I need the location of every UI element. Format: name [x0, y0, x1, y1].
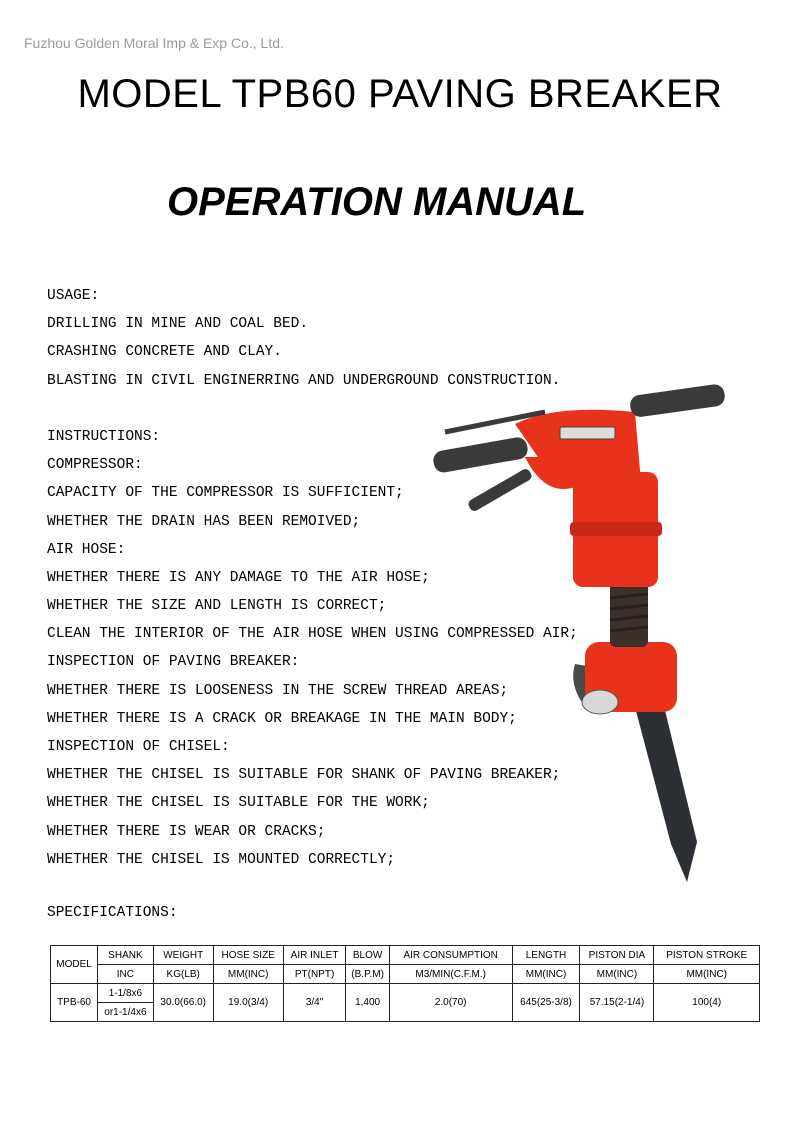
- air-hose-item: CLEAN THE INTERIOR OF THE AIR HOSE WHEN USING COMPRESSED AIR;: [47, 626, 578, 643]
- air-hose-item: WHETHER THERE IS ANY DAMAGE TO THE AIR HOSE;: [47, 569, 430, 586]
- unit-cell: MM(INC): [512, 965, 580, 984]
- air-hose-heading: AIR HOSE:: [47, 541, 126, 558]
- shank-cell: or1-1/4x6: [98, 1003, 154, 1022]
- chisel-inspection-item: WHETHER THE CHISEL IS SUITABLE FOR THE WORK;: [47, 795, 430, 812]
- right-handle-shape: [629, 383, 726, 418]
- compressor-item: WHETHER THE DRAIN HAS BEEN REMOIVED;: [47, 513, 361, 530]
- shank-cell: 1-1/8x6: [98, 984, 154, 1003]
- unit-cell: PT(NPT): [283, 965, 346, 984]
- nameplate-shape: [560, 427, 615, 439]
- header-cell: WEIGHT: [153, 946, 213, 965]
- usage-item: DRILLING IN MINE AND COAL BED.: [47, 316, 309, 333]
- chisel-inspection-item: WHETHER THE CHISEL IS SUITABLE FOR SHANK OF PAVING BREAKER;: [47, 767, 561, 784]
- table-row: [51, 965, 760, 984]
- piston-dia-cell: 57.15(2-1/4): [580, 984, 654, 1022]
- hose-size-cell: 19.0(3/4): [213, 984, 283, 1022]
- air-hose-item: WHETHER THE SIZE AND LENGTH IS CORRECT;: [47, 598, 387, 615]
- company-watermark: Fuzhou Golden Moral Imp & Exp Co., Ltd.: [24, 35, 284, 51]
- breaker-inspection-heading: INSPECTION OF PAVING BREAKER:: [47, 654, 300, 671]
- header-cell: PISTON STROKE: [654, 946, 760, 965]
- blow-cell: 1,400: [346, 984, 389, 1022]
- unit-cell: INC: [98, 965, 154, 984]
- table-row: [51, 984, 760, 1003]
- chisel-shape: [635, 702, 697, 882]
- left-handle-shape: [432, 436, 529, 474]
- header-cell: MODEL: [51, 946, 98, 984]
- length-cell: 645(25-3/8): [512, 984, 580, 1022]
- weight-cell: 30.0(66.0): [153, 984, 213, 1022]
- compressor-heading: COMPRESSOR:: [47, 457, 143, 474]
- breaker-inspection-item: WHETHER THERE IS LOOSENESS IN THE SCREW THREAD AREAS;: [47, 682, 509, 699]
- chisel-inspection-item: WHETHER THE CHISEL IS MOUNTED CORRECTLY;: [47, 851, 396, 868]
- unit-cell: M3/MIN(C.F.M.): [389, 965, 512, 984]
- unit-cell: MM(INC): [213, 965, 283, 984]
- page-title: MODEL TPB60 PAVING BREAKER: [77, 72, 723, 116]
- cylinder-band: [570, 522, 662, 536]
- header-cell: AIR CONSUMPTION: [389, 946, 512, 965]
- unit-cell: MM(INC): [654, 965, 760, 984]
- instructions-heading: INSTRUCTIONS:: [47, 428, 161, 445]
- header-cell: AIR INLET: [283, 946, 346, 965]
- usage-item: BLASTING IN CIVIL ENGINERRING AND UNDERGROUND CONSTRUCTION.: [47, 372, 561, 389]
- model-cell: TPB-60: [51, 984, 98, 1022]
- throttle-lever-shape: [467, 467, 534, 512]
- table-row: [51, 946, 760, 965]
- header-cell: BLOW: [346, 946, 389, 965]
- retainer-shape: [582, 690, 618, 714]
- usage-item: CRASHING CONCRETE AND CLAY.: [47, 344, 282, 361]
- usage-heading: USAGE:: [47, 288, 100, 304]
- header-cell: SHANK: [98, 946, 154, 965]
- page-subtitle: OPERATION MANUAL: [167, 180, 587, 224]
- unit-cell: KG(LB): [153, 965, 213, 984]
- unit-cell: (B.P.M): [346, 965, 389, 984]
- specifications-heading: SPECIFICATIONS:: [47, 905, 178, 921]
- breaker-inspection-item: WHETHER THERE IS A CRACK OR BREAKAGE IN THE MAIN BODY;: [47, 710, 517, 727]
- specifications-table: [50, 945, 760, 1022]
- chisel-inspection-item: WHETHER THERE IS WEAR OR CRACKS;: [47, 823, 326, 840]
- air-inlet-cell: 3/4": [283, 984, 346, 1022]
- paving-breaker-image: [425, 372, 735, 887]
- air-consumption-cell: 2.0(70): [389, 984, 512, 1022]
- header-cell: LENGTH: [512, 946, 580, 965]
- header-cell: HOSE SIZE: [213, 946, 283, 965]
- chisel-inspection-heading: INSPECTION OF CHISEL:: [47, 739, 230, 755]
- compressor-item: CAPACITY OF THE COMPRESSOR IS SUFFICIENT;: [47, 485, 404, 502]
- header-cell: PISTON DIA: [580, 946, 654, 965]
- unit-cell: MM(INC): [580, 965, 654, 984]
- piston-stroke-cell: 100(4): [654, 984, 760, 1022]
